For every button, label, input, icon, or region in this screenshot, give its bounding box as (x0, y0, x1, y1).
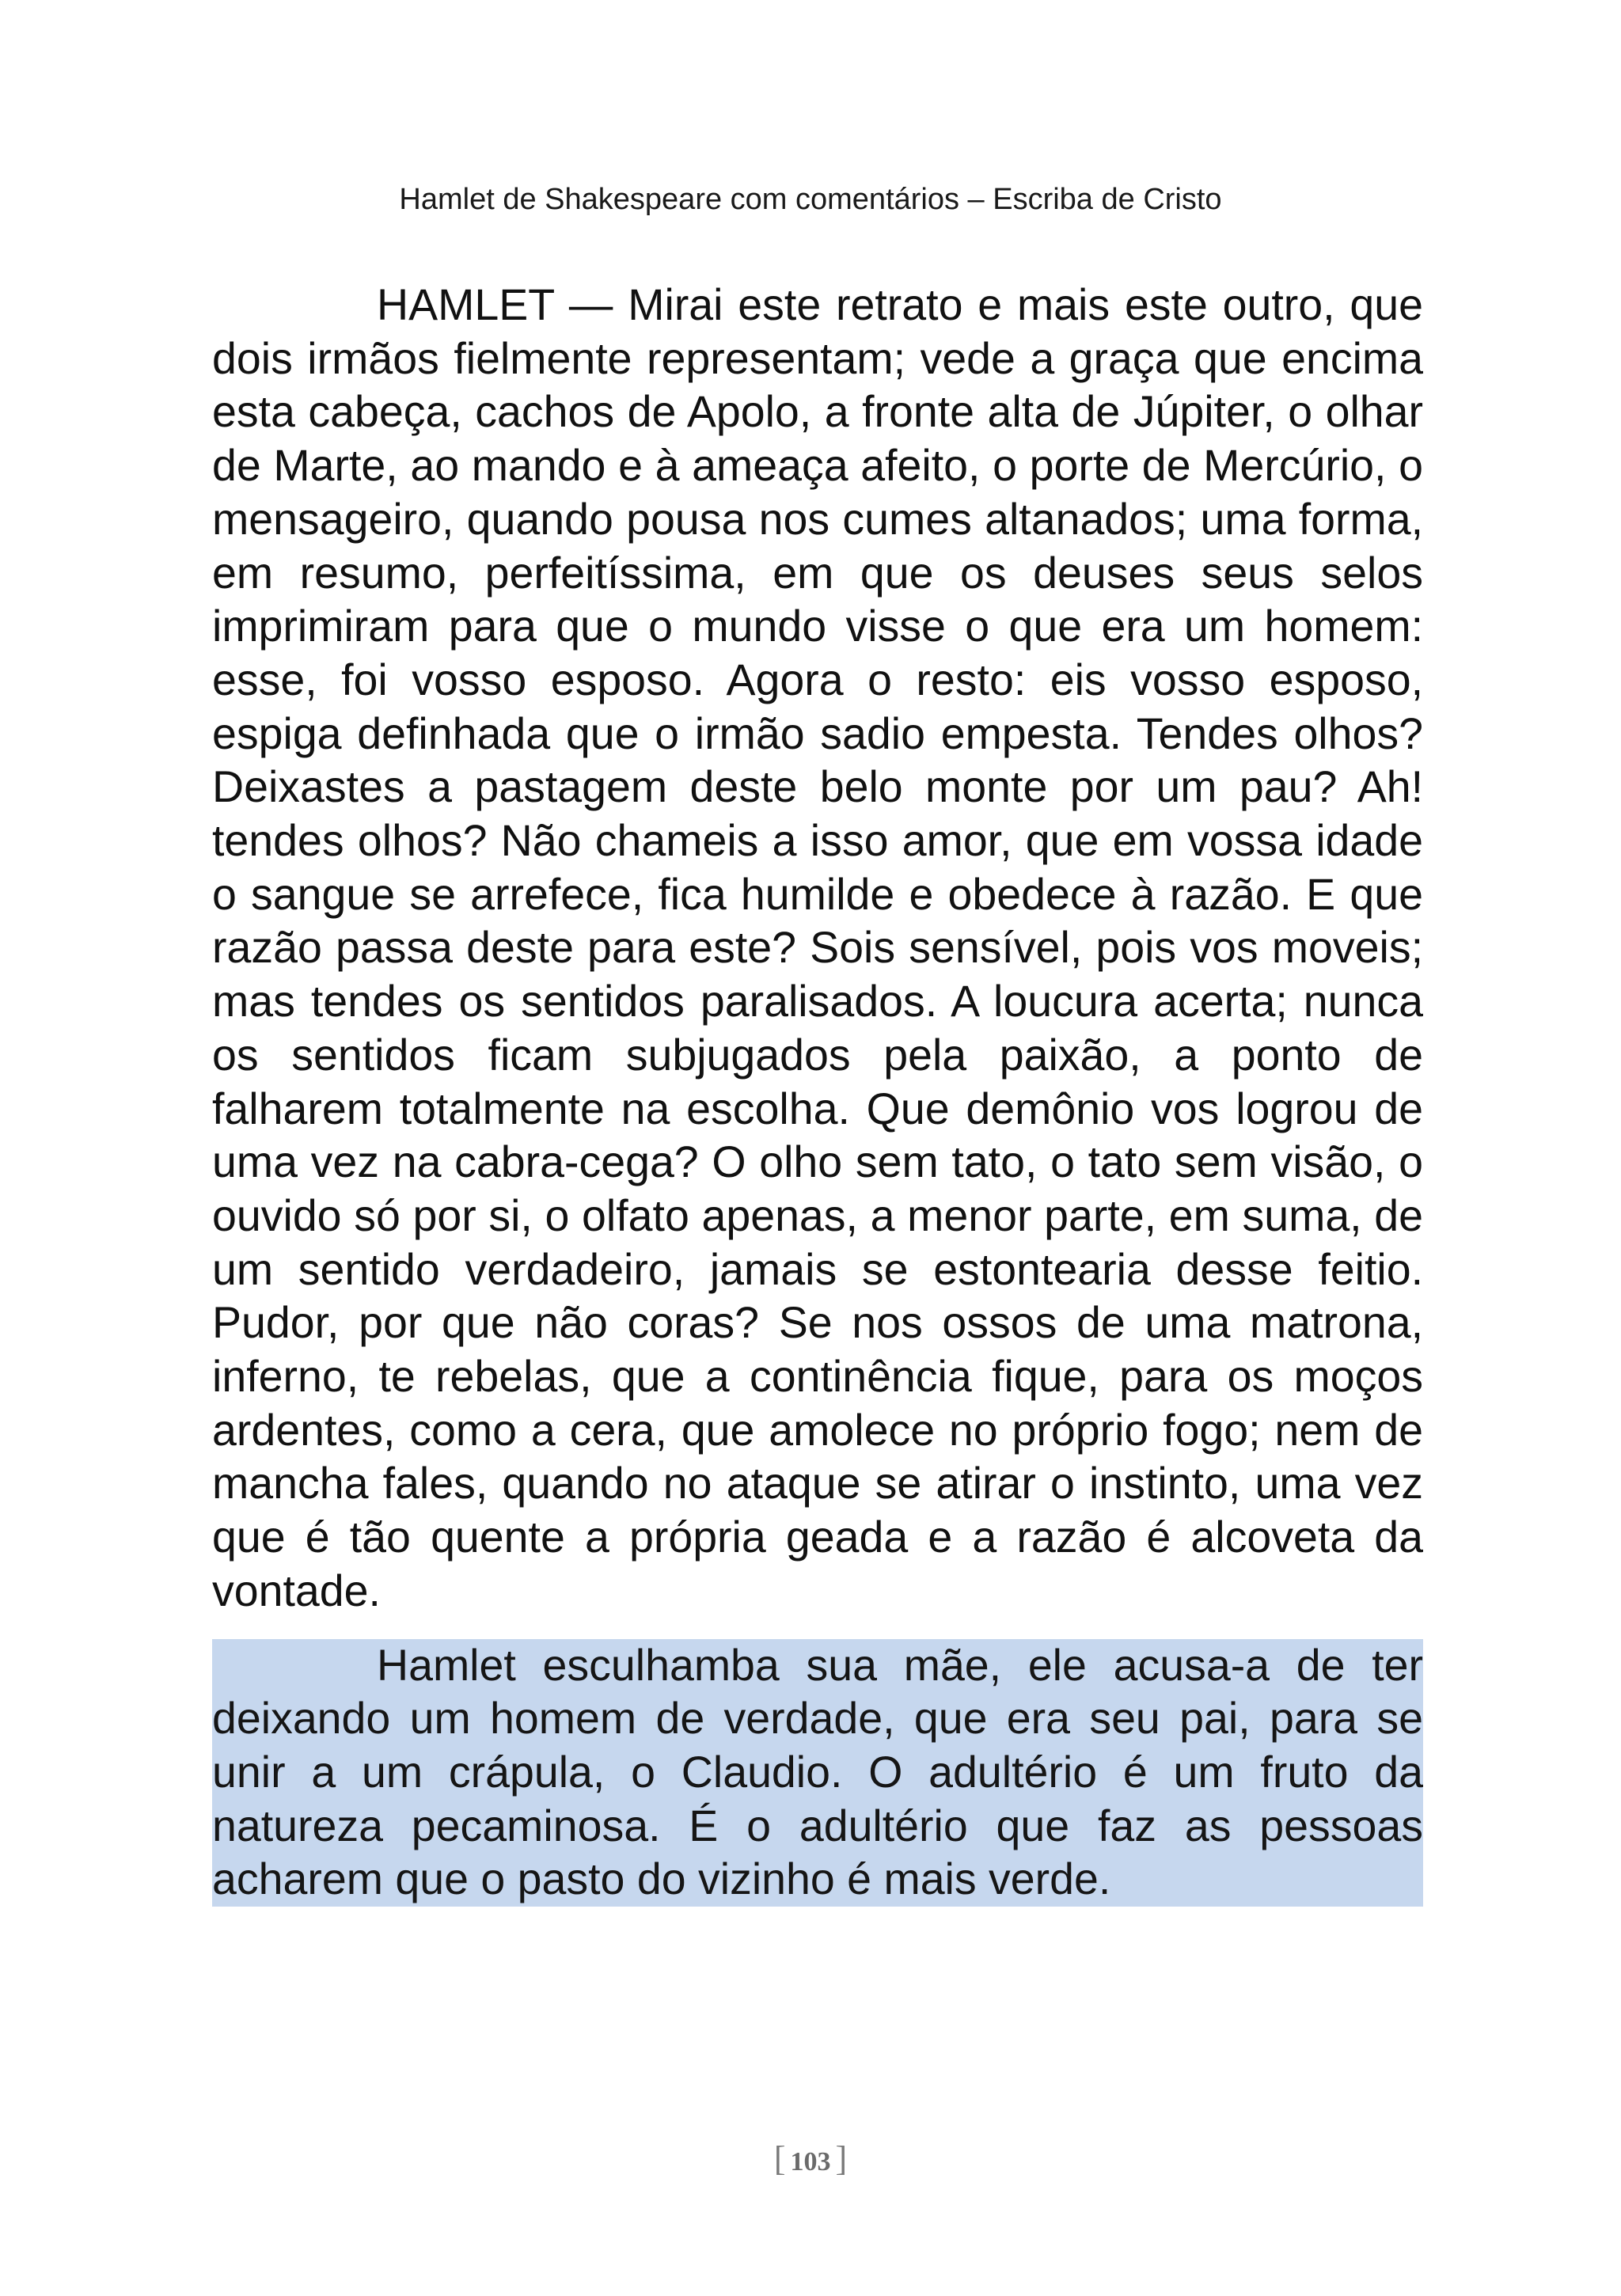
page-number (0, 2139, 1621, 2180)
page-number-value: 103 (790, 2147, 831, 2176)
page-number-bracket-open: [ (773, 2139, 786, 2178)
commentary-highlight-block (212, 1639, 1423, 1907)
running-header: Hamlet de Shakespeare com comentários – Escriba de Cristo (399, 183, 1222, 216)
commentary-paragraph: Hamlet esculhamba sua mãe, ele acusa-a de ter deixando um homem de verdade, que era seu pai, para se unir a um crápula, o Claudio. O adultério é um fruto da natureza pecaminosa. É o adultério que faz as pessoas acharem que o pasto do vizinho é mais verde. (212, 1640, 1423, 1904)
hamlet-dialogue-paragraph: HAMLET — Mirai este retrato e mais este outro, que dois irmãos fielmente representam; vede a graça que encima esta cabeça, cachos de Apolo, a fronte alta de Júpiter, o olhar de Marte, ao mando e à ameaça afeito, o porte de Mercúrio, o mensageiro, quando pousa nos cumes altanados; uma forma, em resumo, perfeitíssima, em que os deuses seus selos imprimiram para que o mundo visse o que era um homem: esse, foi vosso esposo. Agora o resto: eis vosso esposo, espiga definhada que o irmão sadio empesta. Tendes olhos? Deixastes a pastagem deste belo monte por um pau? Ah! tendes olhos? Não chameis a isso amor, que em vossa idade o sangue se arrefece, fica humilde e obedece à razão. E que razão passa deste para este? Sois sensível, pois vos moveis; mas tendes os sentidos paralisados. A loucura acerta; nunca os sentidos ficam subjugados pela paixão, a ponto de falharem totalmente na escolha. Que demônio vos logrou de uma vez na cabra-cega? O olho sem tato, o tato sem visão, o ouvido só por si, o olfato apenas, a menor parte, em suma, de um sentido verdadeiro, jamais se estontearia desse feitio. Pudor, por que não coras? Se nos ossos de uma matrona, inferno, te rebelas, que a continência fique, para os moços ardentes, como a cera, que amolece no próprio fogo; nem de mancha fales, quando no ataque se atirar o instinto, uma vez que é tão quente a própria geada e a razão é alcoveta da vontade. (212, 280, 1423, 1615)
page-number-bracket-close: ] (835, 2139, 848, 2178)
page-body (212, 279, 1423, 1907)
